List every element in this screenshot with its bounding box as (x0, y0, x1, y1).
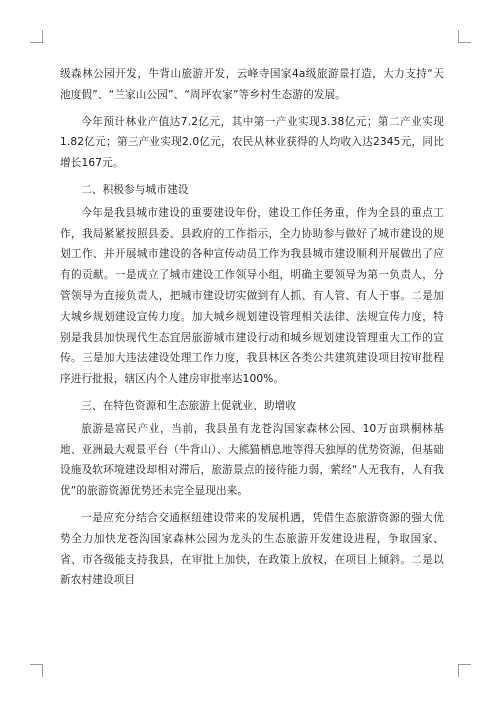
paragraph-urban-construction: 今年是我县城市建设的重要建设年份，建设工作任务重，作为全县的重点工作，我局紧紧按照县委、县政府的工作指示，全力协助参与做好了城市建设的规划工作、并开展城市建设的各种宣传动员工作为我县城市建设顺利开展做出了应有的贡献。一是成立了城市建设工作领导小组，明确主要领导为第一负责人，分管领导为直接负责人，把城市建设切实做到有人抓、有人管、有人干事。二是加大城乡规划建设宣传力度。加大城乡规划建设管理相关法律、法规宣传力度，特别是我县加快现代生态宜居旅游城市建设行动和城乡规划建设管理重大工作的宣传。三是加大违法建设处理工作力度，我县林区各类公共建筑建设项目按审批程序进行批报，辖区内个人建房审批率达100%。 (60, 206, 444, 386)
section-heading-tourism: 三、在特色资源和生态旅游上促就业、助增收 (81, 399, 297, 412)
paragraph-continuation: 级森林公园开发，牛背山旅游开发，云峰寺国家4a级旅游景打造，大力支持“天池度假”、“兰家山公园”、“周坪农家”等乡村生态游的发展。 (60, 68, 444, 101)
section-heading-urban-construction: 二、积极参与城市建设 (81, 183, 189, 196)
crop-mark-top-left (30, 30, 43, 43)
document-body (60, 64, 444, 591)
paragraph-tourism-measures: 一是应充分结合交通枢纽建设带来的发展机遇，凭借生态旅游资源的强大优势全力加快龙苍沟国家森林公园为龙头的生态旅游开发建设进程，争取国家、省、市各级能支持我县，在审批上加快，在政策上放权，在项目上倾斜。二是以新农村建设项目 (60, 511, 444, 587)
crop-mark-bottom-left (30, 664, 43, 677)
paragraph-tourism-resources: 旅游是富民产业，当前，我县虽有龙苍沟国家森林公园、10万亩珙桐林基地、亚洲最大观景平台（牛背山）、大熊猫栖息地等得天独厚的优势资源，但基础设施及软环境建设却相对滞后，旅游景点的接待能力弱，萦经“人无我有，人有我优”的旅游资源优势还未完全显现出来。 (60, 422, 444, 498)
crop-mark-bottom-right (458, 664, 471, 677)
paragraph-forestry-output: 今年预计林业产值达7.2亿元，其中第一产业实现3.38亿元；第二产业实现1.82亿元；第三产业实现2.0亿元，农民从林业获得的人均收入达2345元，同比增长167元。 (60, 115, 444, 170)
crop-mark-top-right (458, 30, 471, 43)
